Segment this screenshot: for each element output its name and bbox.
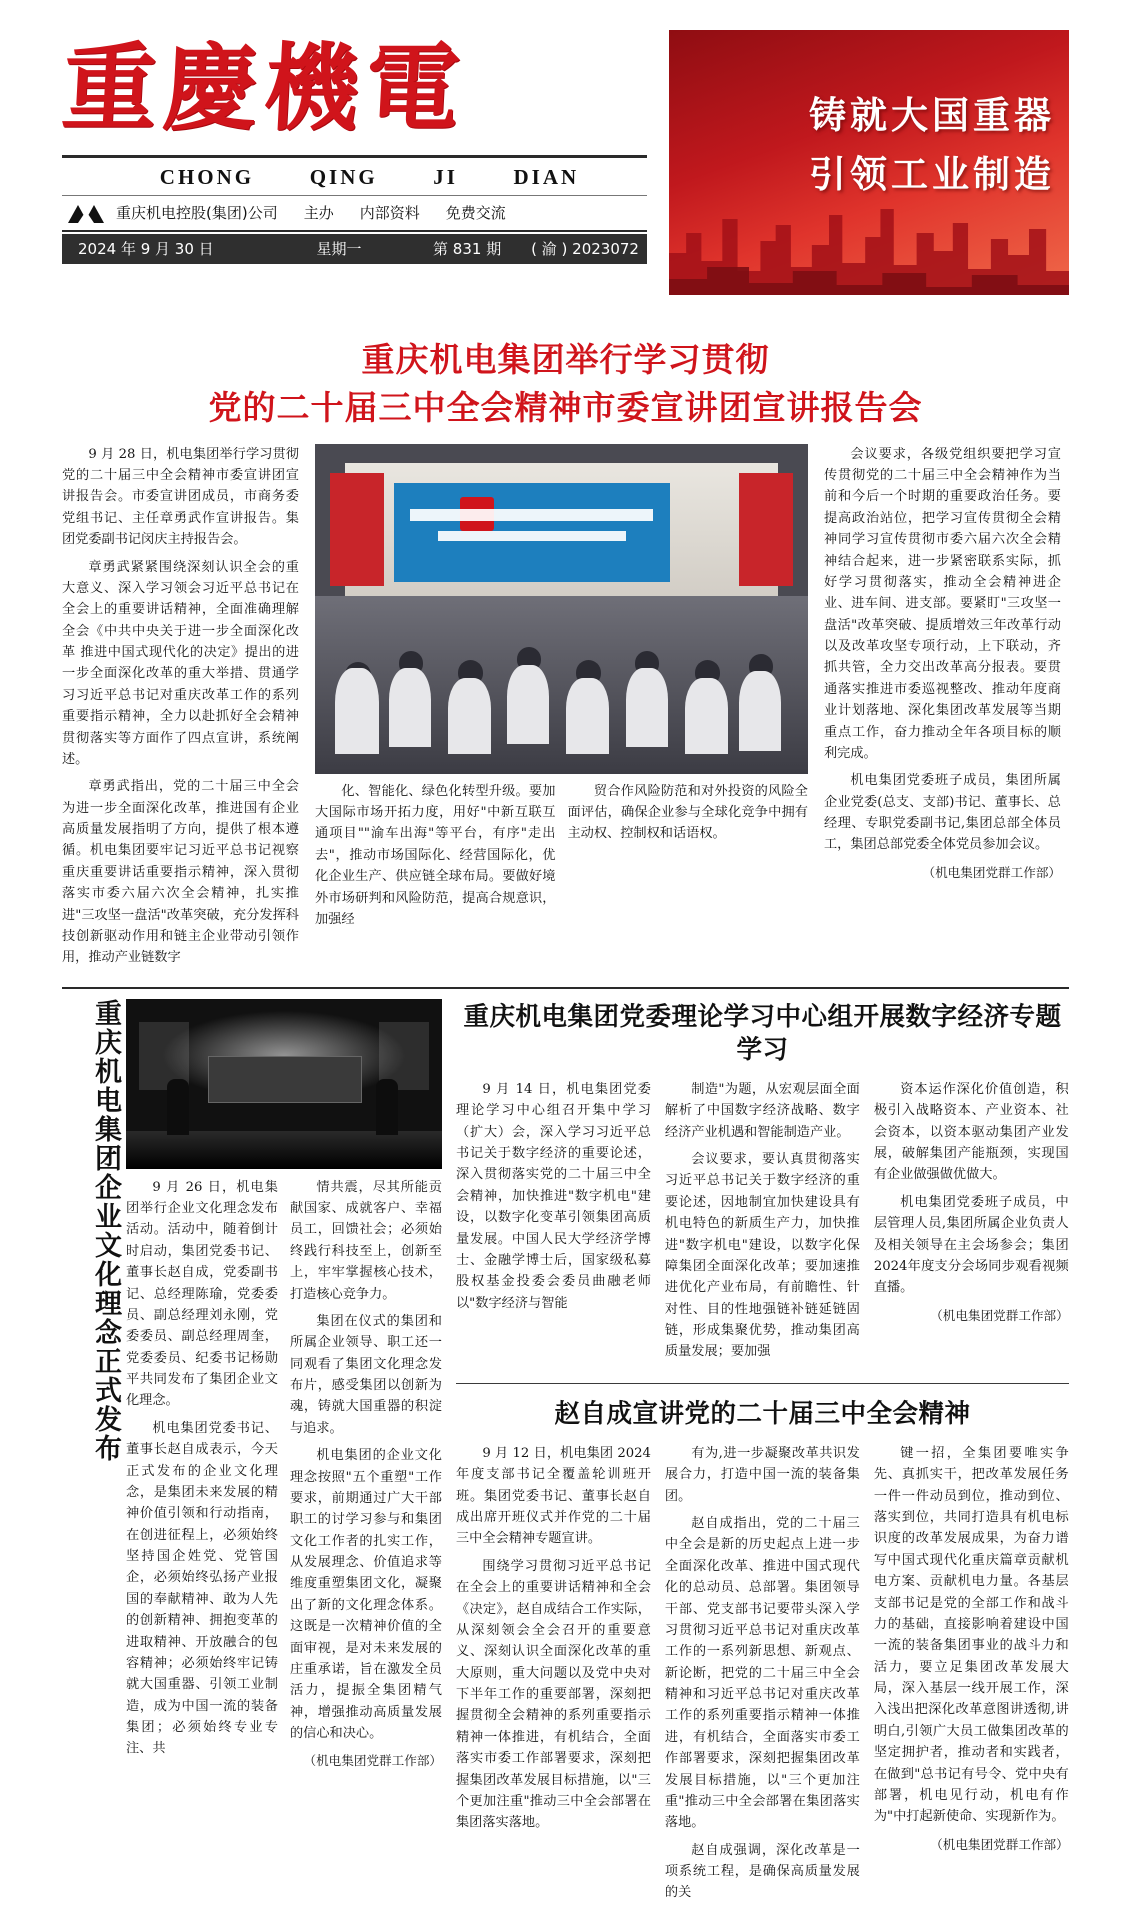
sponsor-label: 主办 — [303, 204, 334, 223]
article-digital-col-3 — [874, 1079, 1069, 1369]
feature-culture-col-2 — [290, 1177, 442, 1770]
lead-headline — [62, 320, 1069, 444]
section-divider — [62, 987, 1069, 989]
lead-para: 贸合作风险防范和对外投资的风险全面评估，确保企业参与全球化竞争中拥有主动权、控制权和话语权。 — [567, 783, 808, 842]
registration-number: ( 渝 ) 2023072 — [531, 240, 639, 259]
pinyin-4: DIAN — [513, 164, 580, 189]
article-para: 制造"为题，从宏观层面全面解析了中国数字经济战略、数字经济产业机遇和智能制造产业。 — [664, 1081, 860, 1140]
article-divider — [456, 1383, 1069, 1384]
article-zhao-col-3 — [874, 1443, 1069, 1910]
lead-article — [62, 444, 1069, 975]
lead-headline-line1: 重庆机电集团举行学习贯彻 — [361, 340, 770, 379]
feature-para: 机电集团的企业文化理念按照"五个重塑"工作要求，前期通过广大干部职工的讨学习参与和集团文化工作者的扎实工作，从发展理念、价值追求等维度重塑集团文化，凝聚出了新的文化理念体系。这既是一次精神价值的全面审视，是对未来发展的庄重承诺，旨在激发全员活力，提振全集团精气神，增强推动高质量发展的信心和决心。 — [290, 1448, 442, 1742]
feature-culture-title: 重庆机电集团企业文化理念正式发布 — [90, 998, 121, 1463]
pinyin-3: JI — [433, 164, 458, 189]
article-para: 会议要求，要认真贯彻落实习近平总书记关于数字经济的重要论述，因地制宜加快建设具有机电特色的新质生产力，加快推进"数字机电"建设，以数字化保障集团全面深化改革；要加速推进优化产业布局，有前瞻性、针对性、目的性地强链补链延链固链，形成集聚优势，推动集团高质量发展；要加强 — [664, 1152, 860, 1360]
article-digital-col-1 — [456, 1079, 651, 1369]
newspaper-title: 重慶機電 — [59, 33, 469, 144]
lead-photo — [315, 444, 808, 774]
article-para: 键一招，全集团要唯实争先、真抓实干，把改革发展任务一件一件动员到位，推动到位、落实到位，共同打造具有机电标识度的改革发展成果，为奋力谱写中国式现代化重庆篇章贡献机电方案、贡献机电力量。各基层支部书记是党的全部工作和战斗力的基础，直接影响着建设中国一流的装备集团事业的战斗力和活力，要立足集团改革发展大局，深入基层一线开展工作，深入浅出把深化改革意图讲透彻,讲明白,引领广大员工做集团改革的坚定拥护者，推动者和实践者，在做到"总书记有号令、党中央有部署，机电见行动，机电有作为"中打起新使命、实现新作为。 — [873, 1445, 1069, 1825]
article-para: 9 月 12 日，机电集团 2024 年度支部书记全覆盖轮训班开班。集团党委书记、董事长赵自成出席开班仪式并作党的二十届三中全会精神专题宣讲。 — [456, 1445, 651, 1547]
article-digital-credit: （机电集团党群工作部） — [930, 1307, 1069, 1323]
article-para: 赵自成指出，党的二十届三中全会是新的历史起点上进一步全面深化改革、推进中国式现代化的总动员、总部署。集团领导干部、党支部书记要带头深入学习贯彻习近平总书记对重庆改革工作的一系列新思想、新观点、新论断，把党的二十届三中全会精神和习近平总书记对重庆改革工作的系列重要指示精神一体推进，有机结合，全面落实市委工作部署要求，深刻把握集团改革发展目标措施，以"三个更加注重"推动三中全会部署在集团落实落地。 — [664, 1516, 860, 1831]
article-para: 有为,进一步凝聚改革共识发展合力，打造中国一流的装备集团。 — [664, 1445, 860, 1504]
article-zhao — [456, 1396, 1069, 1910]
company-logo-icon — [62, 202, 116, 224]
lead-para: 9 月 28 日，机电集团举行学习贯彻党的二十届三中全会精神市委宣讲团宣讲报告会。市委宣讲团成员，市商务委党组书记、主任章勇武作宣讲报告。集团党委副书记闵庆主持报告会。 — [62, 446, 299, 548]
masthead-left — [59, 30, 647, 264]
lead-para: 会议要求，各级党组织要把学习宣传贯彻党的二十届三中全会精神作为当前和今后一个时期的重要政治任务。要提高政治站位，把学习宣传贯彻全会精神同学习宣传贯彻市委六届六次全会精神结合起来，进一步紧密联系实际，抓好学习贯彻落实，推动全会精神进企业、进车间、进支部。要紧盯"三攻坚一盘活"改革突破、提质增效三年改革行动以及改革攻坚专项行动，上下联动，齐抓共管，全力交出改革高分报表。要贯通落实推进市委巡视整改、推动年度商业计划落地、深化集团改革发展等当期重点工作，奋力推动全年各项目标的顺利完成。 — [824, 446, 1061, 761]
feature-para: 情共震，尽其所能贡献国家、成就客户、幸福员工，回馈社会；必须始终践行科技至上，创新至上，牢牢掌握核心技术，打造核心竞争力。 — [290, 1179, 442, 1302]
article-para: 赵自成强调，深化改革是一项系统工程，是确保高质量发展的关 — [664, 1842, 860, 1901]
lead-column-3 — [824, 444, 1061, 975]
lead-headline-line2: 党的二十届三中全会精神市委宣讲团宣讲报告会 — [208, 387, 923, 427]
lead-column-2a — [315, 781, 556, 937]
lead-para: 机电集团党委班子成员，集团所属企业党委(总支、支部)书记、董事长、总经理、专职党委副书记,集团总部全体员工，集团总部党委全体党员参加会议。 — [824, 773, 1061, 853]
article-zhao-headline: 赵自成宣讲党的二十届三中全会精神 — [554, 1398, 971, 1429]
banner-slogan-line1: 铸就大国重器 — [809, 93, 1055, 137]
masthead-banner-image — [669, 30, 1069, 295]
lead-column-2b — [568, 781, 809, 937]
feature-culture-photo — [126, 999, 442, 1169]
masthead-date-bar — [62, 234, 647, 264]
free-label: 免费交流 — [445, 204, 506, 223]
feature-para: 机电集团党委书记、董事长赵自成表示，今天正式发布的企业文化理念，是集团未来发展的精神价值引领和行动指南，在创进征程上，必须始终坚持国企姓党、党管国企，必须始终弘扬产业报国的奉献精神、敢为人先的创新精神、拥抱变革的进取精神、开放融合的包容精神；必须始终牢记铸就大国重器、引领工业制造，成为中国一流的装备集团；必须始终专业专注、共 — [126, 1420, 278, 1757]
lead-para: 章勇武指出，党的二十届三中全会为进一步全面深化改革，推进国有企业高质量发展指明了方向，提供了根本遵循。机电集团要牢记习近平总书记视察重庆重要讲话重要指示精神，深入贯彻落实市委六届六次全会精神，扎实推进"三攻坚一盘活"改革突破，充分发挥科技创新驱动作用和链主企业带动引领作用，推动产业链数字 — [62, 779, 299, 966]
article-digital-headline: 重庆机电集团党委理论学习中心组开展数字经济专题学习 — [463, 1001, 1062, 1065]
lead-credit: （机电集团党群工作部） — [922, 864, 1061, 880]
lower-section — [62, 999, 1069, 1910]
masthead-info — [62, 196, 647, 232]
article-digital-economy — [456, 999, 1069, 1369]
lead-para: 化、智能化、绿色化转型升级。要加大国际市场开拓力度，用好"中新互联互通项目""渝车出海"等平台，有序"走出去"，推动市场国际化、经营国际化，优化企业生产、供应链全球布局。要做好境外市场研判和风险防范，提高合规意识，加强经 — [315, 783, 556, 927]
banner-slogan — [669, 86, 1055, 204]
lead-para: 章勇武紧紧围绕深刻认识全会的重大意义、深入学习领会习近平总书记在全会上的重要讲话精神，全面准确理解全会《中共中央关于进一步全面深化改革 推进中国式现代化的决定》提出的进一步全面深化改革的重大举措、贯通学习习近平总书记对重庆改革工作的系列重要指示精神，全力以赴抓好全会精神贯彻落实等方面作了四点宣讲，系统阐述。 — [62, 559, 299, 767]
pinyin-2: QING — [309, 164, 378, 189]
issue-number: 第 831 期 — [433, 240, 502, 259]
article-para: 9 月 14 日，机电集团党委理论学习中心组召开集中学习（扩大）会，深入学习习近平总书记关于数字经济的重要论述，深入贯彻落实党的二十届三中全会精神，加快推进"数字机电"建设，以数字化变革引领集团高质量发展。中国人民大学经济学博士、金融学博士后，国家级私募股权基金投委会委员曲融老师以"数字经济与智能 — [456, 1081, 651, 1311]
feature-para: 9 月 26 日，机电集团举行企业文化理念发布活动。活动中，随着倒计时启动，集团党委书记、董事长赵自成，党委副书记、总经理陈瑜，党委委员、副总经理刘永刚，党委委员、副总经理周奎，党委委员、纪委书记杨勋平共同发布了集团企业文化理念。 — [126, 1179, 278, 1409]
article-zhao-col-1 — [456, 1443, 651, 1910]
article-digital-col-2 — [665, 1079, 860, 1369]
banner-slogan-line2: 引领工业制造 — [809, 152, 1055, 197]
article-zhao-credit: （机电集团党群工作部） — [930, 1836, 1069, 1852]
lead-column-2 — [315, 444, 808, 975]
feature-culture-credit: （机电集团党群工作部） — [303, 1753, 442, 1769]
article-para: 围绕学习贯彻习近平总书记在全会上的重要讲话精神和全会《决定》，赵自成结合工作实际，从深刻领会全会召开的重要意义、深刻认识全面深化改革的重大原则，重大问题以及党中央对下半年工作的重要部署，深刻把握贯彻全会精神的系列重要指示精神一体推进，有机结合，全面落实市委工作部署要求，深刻把握集团改革发展目标措施，以"三个更加注重"推动三中全会部署在集团落实落地。 — [456, 1558, 651, 1831]
publisher-name: 重庆机电控股(集团)公司 — [116, 204, 278, 223]
feature-culture-col-1 — [126, 1177, 278, 1770]
feature-para: 集团在仪式的集团和所属企业领导、职工还一同观看了集团文化理念发布片，感受集团以创新为魂，铸就大国重器的积淀与追求。 — [290, 1313, 442, 1436]
article-para: 机电集团党委班子成员，中层管理人员,集团所属企业负责人及相关领导在主会场参会；集团2024年度支分会场同步观看视频直播。 — [873, 1194, 1069, 1296]
feature-culture — [62, 999, 442, 1910]
issue-date: 2024 年 9 月 30 日 — [78, 240, 214, 259]
article-zhao-col-2 — [665, 1443, 860, 1910]
issue-weekday: 星期一 — [316, 240, 362, 259]
right-articles — [456, 999, 1069, 1910]
pinyin-1: CHONG — [159, 164, 255, 189]
masthead — [59, 0, 1069, 320]
lead-column-1 — [62, 444, 299, 975]
article-para: 资本运作深化价值创造，积极引入战略资本、产业资本、社会资本，以资本驱动集团产业发展，破解集团产能瓶颈，实现国有企业做强做优做大。 — [873, 1081, 1069, 1183]
internal-label: 内部资料 — [359, 204, 420, 223]
pinyin-row — [62, 158, 647, 196]
